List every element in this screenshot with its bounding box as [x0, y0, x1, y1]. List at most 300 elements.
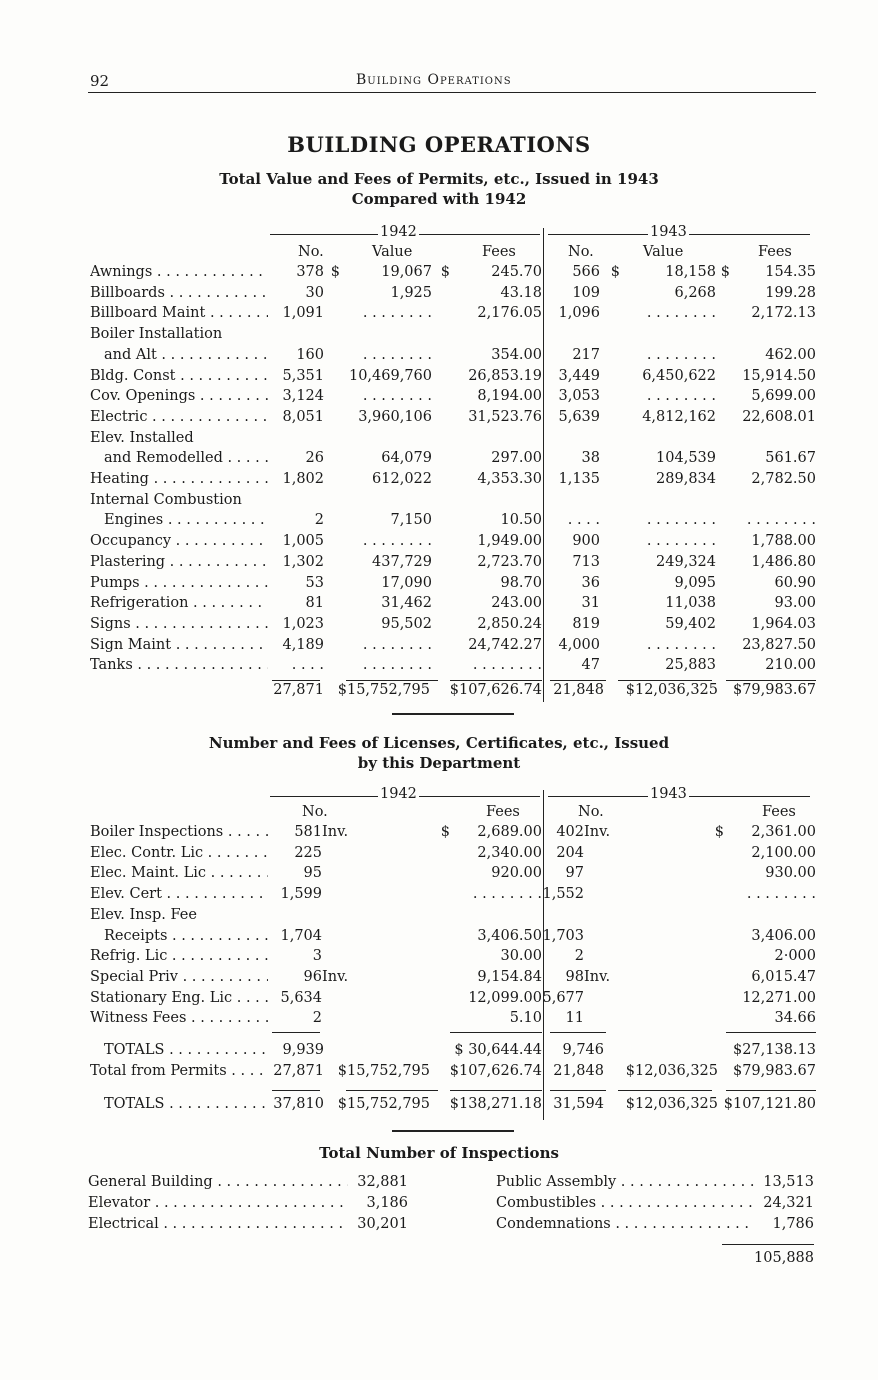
- inspection-label: Electrical . . .: [88, 1216, 348, 1232]
- inv-1943: [584, 946, 628, 967]
- from-permits-value-1942: $15,752,795: [337, 1062, 430, 1079]
- fees-1943: 199.28: [765, 284, 816, 301]
- no-1943: 402: [556, 824, 584, 840]
- value-1942: 19,067: [381, 264, 432, 280]
- no-1942: 1,704: [280, 927, 322, 944]
- value-1943: . . . . . . . .: [646, 346, 716, 363]
- inspection-value: 24,321: [763, 1195, 814, 1211]
- inspection-label: Combustibles . . .: [496, 1195, 754, 1211]
- lic-col-fees-1942: Fees: [486, 804, 520, 820]
- totals-label: TOTALS . . .: [104, 1042, 268, 1058]
- fees-1942: 354.00: [491, 346, 542, 363]
- inv-1942: [322, 863, 362, 884]
- inv-1942: [322, 843, 362, 864]
- inspection-label: Public Assembly . . .: [496, 1174, 754, 1190]
- fees-1943: 1,788.00: [751, 533, 816, 550]
- dollar-sign: [324, 655, 340, 676]
- value-1943: . . . . . . . .: [646, 533, 716, 550]
- dollar-sign: [600, 635, 620, 656]
- fees-1943: 34.66: [774, 1010, 816, 1027]
- value-1943: 59,402: [665, 615, 716, 632]
- dollar-sign: [600, 552, 620, 573]
- fees-1943: 93.00: [774, 595, 816, 612]
- dollar-sign: [432, 573, 450, 594]
- no-1942: 1,802: [282, 471, 324, 488]
- row-label: Awnings . . .: [90, 264, 268, 280]
- no-1943: 713: [572, 553, 600, 570]
- no-1942: 581: [294, 824, 322, 840]
- no-1943: 47: [581, 657, 600, 674]
- dollar-sign: [324, 469, 340, 490]
- table-row: [90, 1008, 816, 1029]
- fees-1942: 98.70: [500, 574, 542, 591]
- fees-1942: 9,154.84: [477, 968, 542, 985]
- fees-1942: 26,853.19: [468, 367, 542, 384]
- dollar-sign: [716, 593, 730, 614]
- dollar-sign: [600, 448, 620, 469]
- fees-1943: 462.00: [765, 346, 816, 363]
- no-1942: 3,124: [282, 388, 324, 405]
- inv-1943: [584, 863, 628, 884]
- row-label: Billboard Maint . . .: [90, 305, 268, 321]
- table-row: [90, 946, 816, 967]
- dollar-sign: $: [330, 264, 340, 280]
- table-row: [90, 988, 816, 1009]
- dollar-sign: [432, 366, 450, 387]
- fees-1943: 210.00: [765, 657, 816, 674]
- totals-no-1943: 9,746: [562, 1042, 604, 1058]
- grand-no-1943: 31,594: [553, 1096, 604, 1112]
- row-label: Cov. Openings . . .: [90, 388, 268, 404]
- inv-1942: [322, 1008, 362, 1029]
- table-row: [90, 510, 816, 531]
- fees-1943: 2,100.00: [751, 844, 816, 861]
- dollar-sign: [716, 448, 730, 469]
- total-no-1943: 21,848: [553, 682, 604, 698]
- table-row: [90, 905, 816, 926]
- table-row: [90, 843, 816, 864]
- total-rule: [726, 1032, 816, 1033]
- fees-1942: 297.00: [491, 450, 542, 467]
- dollar-sign: [600, 593, 620, 614]
- dollar-sign: [324, 345, 340, 366]
- dollar-sign: [324, 510, 340, 531]
- dollar-sign: [432, 531, 450, 552]
- inv-1942: [322, 926, 362, 947]
- permits-subtitle-1: Total Value and Fees of Permits, etc., Issued in 1943: [219, 170, 659, 188]
- fees-1942: . . . . . . . .: [472, 886, 542, 903]
- from-permits-fees-1942: $107,626.74: [449, 1062, 542, 1079]
- table-row: [90, 593, 816, 614]
- fees-1943: 561.67: [765, 450, 816, 467]
- fees-1942: . . . . . . . .: [472, 657, 542, 674]
- inspection-value: 30,201: [357, 1216, 408, 1232]
- dollar-sign: $: [440, 824, 450, 840]
- row-label: Signs . . .: [90, 616, 268, 632]
- fees-1943: 154.35: [765, 264, 816, 280]
- dollar-sign: [600, 366, 620, 387]
- dollar-sign: [628, 1008, 724, 1029]
- fees-1943: 3,406.00: [751, 927, 816, 944]
- fees-1943: 930.00: [765, 865, 816, 882]
- dollar-sign: [432, 510, 450, 531]
- row-label: Plastering . . .: [90, 554, 268, 570]
- list-item: [496, 1216, 814, 1232]
- dollar-sign: [628, 843, 724, 864]
- grand-totals: [90, 1094, 816, 1115]
- list-item: [88, 1216, 408, 1232]
- value-1943: . . . . . . . .: [646, 388, 716, 405]
- row-label: Electric . . .: [90, 409, 268, 425]
- no-1943: 1,703: [542, 927, 584, 944]
- no-1943: 5,639: [558, 408, 600, 425]
- dollar-sign: [628, 926, 724, 947]
- table-row: [90, 822, 816, 843]
- section-divider: [392, 713, 514, 715]
- inspection-value: 13,513: [763, 1174, 814, 1190]
- no-1943: 2: [574, 948, 584, 965]
- section-divider: [392, 1130, 514, 1132]
- no-1943: 109: [572, 284, 600, 301]
- dollar-sign: [324, 366, 340, 387]
- col-fees-1943: Fees: [758, 244, 792, 260]
- dollar-sign: [628, 988, 724, 1009]
- dollar-sign: [362, 843, 450, 864]
- dollar-sign: [324, 407, 340, 428]
- dollar-sign: [432, 448, 450, 469]
- dollar-sign: $: [440, 264, 450, 280]
- row-label: Boiler Installation: [90, 326, 223, 343]
- table-row: [90, 531, 816, 552]
- no-1943: 3,449: [558, 367, 600, 384]
- no-1942: 225: [294, 844, 322, 861]
- list-item: [88, 1195, 408, 1211]
- total-rule: [272, 1090, 320, 1091]
- table-row: [90, 926, 816, 947]
- dollar-sign: [362, 967, 450, 988]
- total-rule: [346, 1090, 438, 1091]
- fees-1942: 2,176.05: [477, 305, 542, 322]
- total-rule: [272, 1032, 320, 1033]
- table-row: [90, 573, 816, 594]
- table-row: [90, 283, 816, 304]
- row-label: Refrig. Lic . . .: [90, 948, 268, 964]
- table-row: [90, 303, 816, 324]
- no-1943: 36: [581, 574, 600, 591]
- value-1942: 10,469,760: [348, 367, 432, 384]
- row-label: Tanks . . .: [90, 657, 268, 673]
- table-row: [90, 884, 816, 905]
- fees-1942: 2,689.00: [477, 824, 542, 840]
- fees-1942: 10.50: [500, 512, 542, 529]
- inv-1942: Inv.: [322, 968, 349, 985]
- no-1943: 98: [565, 968, 584, 985]
- table-row: [90, 655, 816, 676]
- table-row: [90, 863, 816, 884]
- col-value-1943: Value: [643, 244, 684, 260]
- row-label: Boiler Inspections . . .: [90, 824, 268, 840]
- inspections-total: 105,888: [754, 1250, 814, 1266]
- fees-1943: 2,361.00: [751, 824, 816, 840]
- inv-1943: [584, 926, 628, 947]
- dollar-sign: [716, 531, 730, 552]
- dollar-sign: [324, 283, 340, 304]
- value-1942: 64,079: [381, 450, 432, 467]
- fees-1942: 1,949.00: [477, 533, 542, 550]
- table-row: [90, 428, 816, 449]
- row-label: Occupancy . . .: [90, 533, 268, 549]
- from-permits-no-1942: 27,871: [273, 1062, 324, 1079]
- table-row: [90, 469, 816, 490]
- dollar-sign: [432, 655, 450, 676]
- no-1942: 1,023: [282, 615, 324, 632]
- total-rule: [550, 1090, 606, 1091]
- no-1942: 30: [305, 284, 324, 301]
- no-1942: 95: [303, 865, 322, 882]
- row-label: Elev. Insp. Fee: [90, 906, 197, 923]
- inspections-total-rule: [722, 1244, 814, 1245]
- value-1942: 17,090: [381, 574, 432, 591]
- value-1943: . . . . . . . .: [646, 512, 716, 529]
- no-1943: 566: [572, 264, 600, 280]
- no-1942: 2: [314, 512, 324, 529]
- row-label: Receipts . . .: [104, 928, 268, 944]
- fees-1943: 2·000: [774, 948, 816, 965]
- value-1942: . . . . . . . .: [362, 305, 432, 322]
- fees-1943: 12,271.00: [742, 989, 816, 1006]
- no-1942: 81: [305, 595, 324, 612]
- table-row: [90, 635, 816, 656]
- no-1942: 1,091: [282, 305, 324, 322]
- dollar-sign: $: [714, 824, 724, 840]
- no-1942: 3: [312, 948, 322, 965]
- dollar-sign: [324, 573, 340, 594]
- value-1942: . . . . . . . .: [362, 346, 432, 363]
- dollar-sign: [432, 635, 450, 656]
- total-rule: [450, 1090, 542, 1091]
- dollar-sign: [324, 531, 340, 552]
- value-1943: 104,539: [656, 450, 716, 467]
- dollar-sign: [362, 946, 450, 967]
- fees-1943: . . . . . . . .: [746, 512, 816, 529]
- fees-1943: 1,964.03: [751, 615, 816, 632]
- table-row: [90, 345, 816, 366]
- row-label: and Remodelled . . .: [104, 450, 268, 466]
- dollar-sign: [432, 303, 450, 324]
- fees-1942: 31,523.76: [468, 408, 542, 425]
- total-no-1942: 27,871: [273, 682, 324, 698]
- dollar-sign: [362, 884, 450, 905]
- dollar-sign: [600, 573, 620, 594]
- row-label: Refrigeration . . .: [90, 595, 268, 611]
- inspection-label: Condemnations . . .: [496, 1216, 754, 1232]
- fees-1942: 12,099.00: [468, 989, 542, 1006]
- dollar-sign: $: [610, 264, 620, 280]
- value-1942: 95,502: [381, 615, 432, 632]
- licenses-subtitle-2: by this Department: [357, 754, 521, 772]
- dollar-sign: [432, 593, 450, 614]
- col-no-1943: No.: [568, 244, 594, 260]
- dollar-sign: [628, 946, 724, 967]
- dollar-sign: [362, 1008, 450, 1029]
- no-1943: 97: [565, 865, 584, 882]
- row-label: and Alt . . .: [104, 347, 268, 363]
- fees-1943: 2,172.13: [751, 305, 816, 322]
- value-1943: 25,883: [665, 657, 716, 674]
- value-1943: . . . . . . . .: [646, 636, 716, 653]
- no-1942: 378: [296, 264, 324, 280]
- fees-1943: 15,914.50: [742, 367, 816, 384]
- dollar-sign: [716, 635, 730, 656]
- year-1942-label: 1942: [380, 224, 417, 240]
- value-1942: 3,960,106: [358, 408, 432, 425]
- dollar-sign: [600, 345, 620, 366]
- inspection-value: 3,186: [366, 1195, 408, 1211]
- value-1942: 1,925: [390, 284, 432, 301]
- table-row: [90, 407, 816, 428]
- inv-1943: Inv.: [584, 824, 611, 840]
- dollar-sign: [432, 386, 450, 407]
- fees-1942: 30.00: [500, 948, 542, 965]
- dollar-sign: [362, 926, 450, 947]
- dollar-sign: [716, 614, 730, 635]
- no-1942: 1,005: [282, 533, 324, 550]
- fees-1942: 3,406.50: [477, 927, 542, 944]
- dollar-sign: [324, 635, 340, 656]
- dollar-sign: [600, 283, 620, 304]
- dollar-sign: [628, 863, 724, 884]
- table-row: [90, 448, 816, 469]
- totals-fees-1942: $ 30,644.44: [454, 1042, 542, 1058]
- dollar-sign: [716, 469, 730, 490]
- row-label: Billboards . . .: [90, 285, 268, 301]
- lic-col-no-1942: No.: [302, 804, 328, 820]
- from-permits-fees-1943: $79,983.67: [732, 1062, 816, 1079]
- no-1942: 1,302: [282, 553, 324, 570]
- dollar-sign: [628, 884, 724, 905]
- list-item: [88, 1174, 408, 1190]
- dollar-sign: [432, 283, 450, 304]
- value-1943: 6,268: [674, 284, 716, 301]
- header-rule: [88, 92, 816, 93]
- grand-no-1942: 37,810: [273, 1096, 324, 1112]
- no-1942: 2: [312, 1010, 322, 1027]
- no-1943: 5,677: [542, 989, 584, 1006]
- row-label: Stationary Eng. Lic . . .: [90, 990, 268, 1006]
- table-row: [90, 386, 816, 407]
- value-1943: 18,158: [665, 264, 716, 280]
- fees-1943: . . . . . . . .: [746, 886, 816, 903]
- dollar-sign: [324, 303, 340, 324]
- fees-1942: 243.00: [491, 595, 542, 612]
- grand-fees-1943: $107,121.80: [723, 1096, 816, 1112]
- licenses-table: [90, 822, 816, 1029]
- table-row: [90, 1040, 816, 1061]
- dollar-sign: [432, 614, 450, 635]
- dollar-sign: [716, 386, 730, 407]
- dollar-sign: [600, 469, 620, 490]
- value-1943: 11,038: [665, 595, 716, 612]
- dollar-sign: [362, 988, 450, 1009]
- grand-value-1943: $12,036,325: [625, 1096, 718, 1112]
- value-1943: 6,450,622: [642, 367, 716, 384]
- no-1942: 160: [296, 346, 324, 363]
- permits-total-row: [90, 680, 816, 701]
- dollar-sign: [716, 366, 730, 387]
- total-rule: [726, 1090, 816, 1091]
- no-1942: 26: [305, 450, 324, 467]
- inv-1943: [584, 843, 628, 864]
- value-1943: 289,834: [656, 471, 716, 488]
- fees-1942: 245.70: [491, 264, 542, 280]
- row-label: Engines . . .: [104, 512, 268, 528]
- inv-1942: [322, 988, 362, 1009]
- dollar-sign: [716, 283, 730, 304]
- total-rule: [618, 1090, 712, 1091]
- fees-1942: 24,742.27: [468, 636, 542, 653]
- no-1943: 1,096: [558, 305, 600, 322]
- table-row: [90, 1094, 816, 1115]
- list-item: [496, 1174, 814, 1190]
- row-label: Pumps . . .: [90, 575, 268, 591]
- no-1943: 217: [572, 346, 600, 363]
- no-1942: 53: [305, 574, 324, 591]
- dollar-sign: [600, 303, 620, 324]
- dollar-sign: $: [720, 264, 730, 280]
- dollar-sign: [324, 448, 340, 469]
- value-1943: 9,095: [674, 574, 716, 591]
- fees-1942: 43.18: [500, 284, 542, 301]
- page-title: BUILDING OPERATIONS: [287, 132, 591, 157]
- grand-fees-1942: $138,271.18: [449, 1096, 542, 1112]
- no-1943: 4,000: [558, 636, 600, 653]
- inv-1942: [322, 946, 362, 967]
- dollar-sign: [432, 469, 450, 490]
- grand-value-1942: $15,752,795: [337, 1096, 430, 1112]
- inspections-title: Total Number of Inspections: [319, 1144, 559, 1162]
- no-1943: 1,552: [542, 886, 584, 903]
- table-row: [90, 614, 816, 635]
- inspection-value: 32,881: [357, 1174, 408, 1190]
- col-fees-1942: Fees: [482, 244, 516, 260]
- permits-subtitle-2: Compared with 1942: [351, 190, 527, 208]
- no-1943: 1,135: [558, 471, 600, 488]
- dollar-sign: [324, 614, 340, 635]
- value-1942: 437,729: [372, 553, 432, 570]
- table-row: [90, 967, 816, 988]
- totals-fees-1943: $27,138.13: [732, 1042, 816, 1058]
- fees-1943: 22,608.01: [742, 408, 816, 425]
- row-label: Elev. Cert . . .: [90, 886, 268, 902]
- no-1943: 204: [556, 844, 584, 861]
- licenses-subtitle-1: Number and Fees of Licenses, Certificates, etc., Issued: [208, 734, 670, 752]
- value-1942: . . . . . . . .: [362, 636, 432, 653]
- fees-1943: 5,699.00: [751, 388, 816, 405]
- row-label: Elev. Installed: [90, 429, 194, 446]
- dollar-sign: [716, 655, 730, 676]
- no-1943: 819: [572, 615, 600, 632]
- fees-1943: 60.90: [774, 574, 816, 591]
- dollar-sign: [600, 386, 620, 407]
- inspection-label: Elevator . . .: [88, 1195, 348, 1211]
- licenses-totals: [90, 1040, 816, 1081]
- table-row: [90, 324, 816, 345]
- fees-1943: 6,015.47: [751, 968, 816, 985]
- list-item: [496, 1195, 814, 1211]
- inspection-value: 1,786: [772, 1216, 814, 1232]
- row-label: Witness Fees . . .: [90, 1010, 268, 1026]
- dollar-sign: [432, 552, 450, 573]
